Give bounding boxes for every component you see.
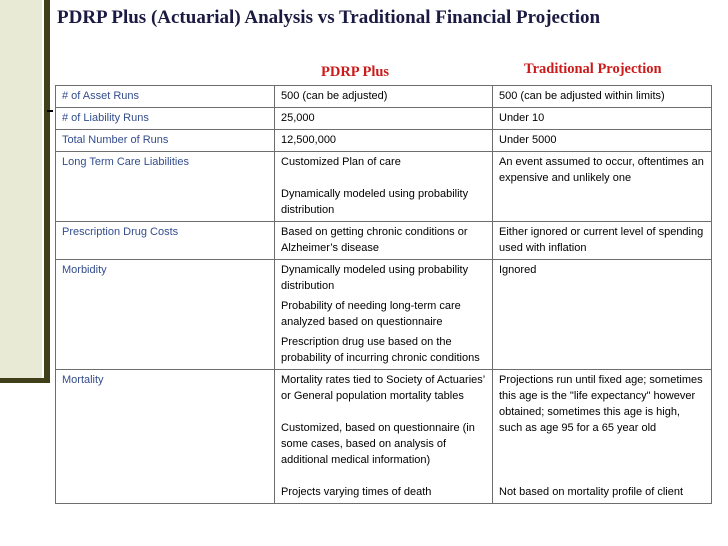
pdrp-cell bbox=[275, 152, 493, 222]
cell-text: Customized, based on questionnaire (in some cases, based on analysis of additional medical information) bbox=[281, 422, 475, 466]
cell-text: Not based on mortality profile of client bbox=[499, 486, 684, 498]
cell-text: Either ignored or current level of spending used with inflation bbox=[499, 226, 704, 254]
accent-foot bbox=[0, 378, 50, 383]
cell-text: Under 10 bbox=[499, 112, 545, 124]
row-label: Total Number of Runs bbox=[56, 130, 275, 152]
page-title: PDRP Plus (Actuarial) Analysis vs Traditional Financial Projection bbox=[57, 7, 601, 28]
table-row bbox=[56, 260, 712, 370]
row-label: Long Term Care Liabilities bbox=[56, 152, 275, 222]
cell-text: Dynamically modeled using probability distribution bbox=[281, 264, 469, 292]
traditional-cell bbox=[493, 108, 712, 130]
pdrp-cell bbox=[275, 260, 493, 370]
row-label: Mortality bbox=[56, 370, 275, 504]
pdrp-cell bbox=[275, 222, 493, 260]
cell-text: An event assumed to occur, oftentimes an expensive and unlikely one bbox=[499, 156, 704, 184]
table-row bbox=[56, 130, 712, 152]
table-row bbox=[56, 108, 712, 130]
pdrp-cell bbox=[275, 86, 493, 108]
cell-text: Based on getting chronic conditions or Alzheimer’s disease bbox=[281, 226, 468, 254]
cell-text: Mortality rates tied to Society of Actuaries’ or General population mortality tables bbox=[281, 374, 485, 402]
cell-text: 500 (can be adjusted within limits) bbox=[499, 90, 665, 102]
table-row bbox=[56, 152, 712, 222]
traditional-cell bbox=[493, 86, 712, 108]
row-label: # of Liability Runs bbox=[56, 108, 275, 130]
cell-text: Projects varying times of death bbox=[281, 486, 432, 498]
cell-text: Projections run until fixed age; sometimes this age is the "life expectancy" however obtained; sometimes this age is high, such as age 95 for a 65 year old bbox=[499, 374, 703, 434]
traditional-cell bbox=[493, 222, 712, 260]
traditional-cell bbox=[493, 260, 712, 370]
bullet-dash bbox=[47, 110, 53, 112]
pdrp-cell bbox=[275, 370, 493, 504]
comparison-table bbox=[55, 85, 712, 504]
cell-text: Ignored bbox=[499, 264, 537, 276]
accent-bar bbox=[0, 0, 42, 380]
traditional-cell bbox=[493, 152, 712, 222]
column-heading-traditional: Traditional Projection bbox=[524, 61, 662, 77]
traditional-cell bbox=[493, 370, 712, 504]
cell-text: Prescription drug use based on the probability of incurring chronic conditions bbox=[281, 336, 480, 364]
row-label: # of Asset Runs bbox=[56, 86, 275, 108]
table-row bbox=[56, 370, 712, 504]
table-row bbox=[56, 222, 712, 260]
cell-text: 25,000 bbox=[281, 112, 315, 124]
cell-text: Under 5000 bbox=[499, 134, 557, 146]
table-row bbox=[56, 86, 712, 108]
cell-text: Customized Plan of care bbox=[281, 156, 401, 168]
accent-line bbox=[44, 0, 50, 380]
column-heading-pdrp: PDRP Plus bbox=[321, 64, 390, 80]
cell-text: Dynamically modeled using probability distribution bbox=[281, 188, 469, 216]
pdrp-cell bbox=[275, 130, 493, 152]
row-label: Morbidity bbox=[56, 260, 275, 370]
cell-text: Probability of needing long-term care analyzed based on questionnaire bbox=[281, 300, 461, 328]
row-label: Prescription Drug Costs bbox=[56, 222, 275, 260]
cell-text: 12,500,000 bbox=[281, 134, 337, 146]
cell-text: 500 (can be adjusted) bbox=[281, 90, 388, 102]
pdrp-cell bbox=[275, 108, 493, 130]
traditional-cell bbox=[493, 130, 712, 152]
